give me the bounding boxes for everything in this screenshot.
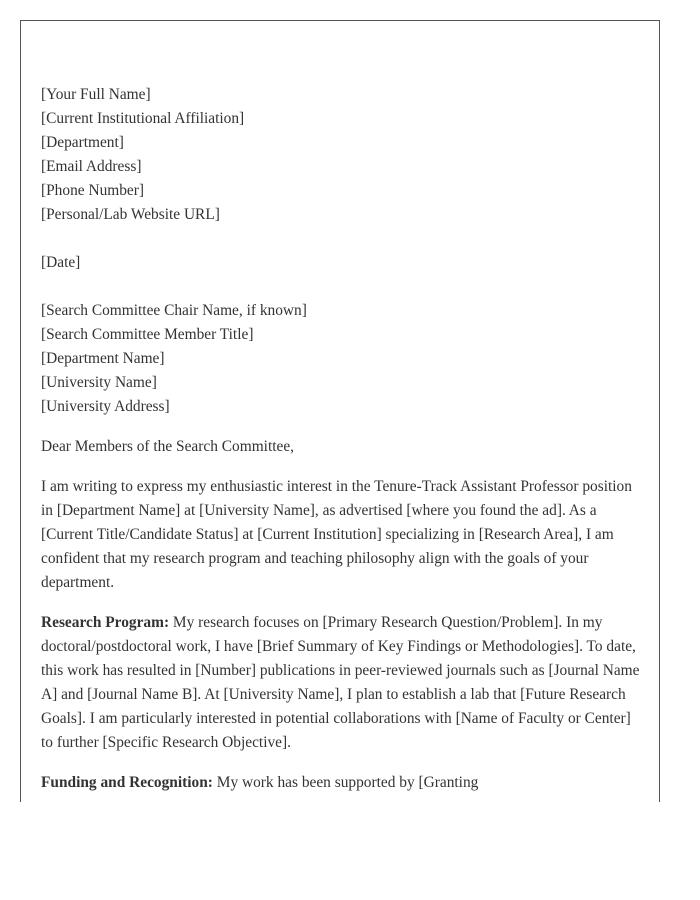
sender-email: [Email Address]: [41, 158, 142, 175]
funding-paragraph: [41, 771, 643, 795]
spacer: [41, 419, 643, 435]
research-text: My research focuses on [Primary Research Question/Problem]. In my doctoral/postdoctoral work, I have [Brief Summary of Key Findings or Methodologies]. To date, this work has resulted in [Number] publications in peer-reviewed journals such as [Journal Name A] and [Journal Name B]. At [University Name], I plan to establish a lab that [Future Research Goals]. I am particularly interested in potential collaborations with [Name of Faculty or Center] to further [Specific Research Objective].: [41, 614, 640, 751]
spacer: [41, 227, 643, 251]
recipient-address: [University Address]: [41, 398, 170, 415]
salutation: Dear Members of the Search Committee,: [41, 438, 295, 455]
funding-text: My work has been supported by [Granting: [212, 774, 479, 791]
sender-affiliation: [Current Institutional Affiliation]: [41, 110, 245, 127]
recipient-block: [41, 299, 643, 419]
spacer: [41, 275, 643, 299]
recipient-chair: [Search Committee Chair Name, if known]: [41, 302, 307, 319]
letter-body: [41, 83, 643, 802]
letter-date: [Date]: [41, 254, 81, 271]
sender-name: [Your Full Name]: [41, 86, 151, 103]
letter-page: [20, 20, 660, 802]
recipient-university: [University Name]: [41, 374, 157, 391]
research-heading: Research Program:: [41, 614, 170, 631]
research-paragraph: [41, 611, 643, 755]
sender-phone: [Phone Number]: [41, 182, 145, 199]
sender-department: [Department]: [41, 134, 124, 151]
funding-heading: Funding and Recognition:: [41, 774, 213, 791]
recipient-title: [Search Committee Member Title]: [41, 326, 254, 343]
sender-website: [Personal/Lab Website URL]: [41, 206, 220, 223]
recipient-department: [Department Name]: [41, 350, 165, 367]
intro-paragraph: I am writing to express my enthusiastic interest in the Tenure-Track Assistant Professor position in [Department Name] at [University Name], as advertised [where you found the ad]. As a [Current Title/Candidate Status] at [Current Institution] specializing in [Research Area], I am confident that my research program and teaching philosophy align with the goals of your department.: [41, 478, 632, 591]
sender-block: [41, 83, 643, 227]
